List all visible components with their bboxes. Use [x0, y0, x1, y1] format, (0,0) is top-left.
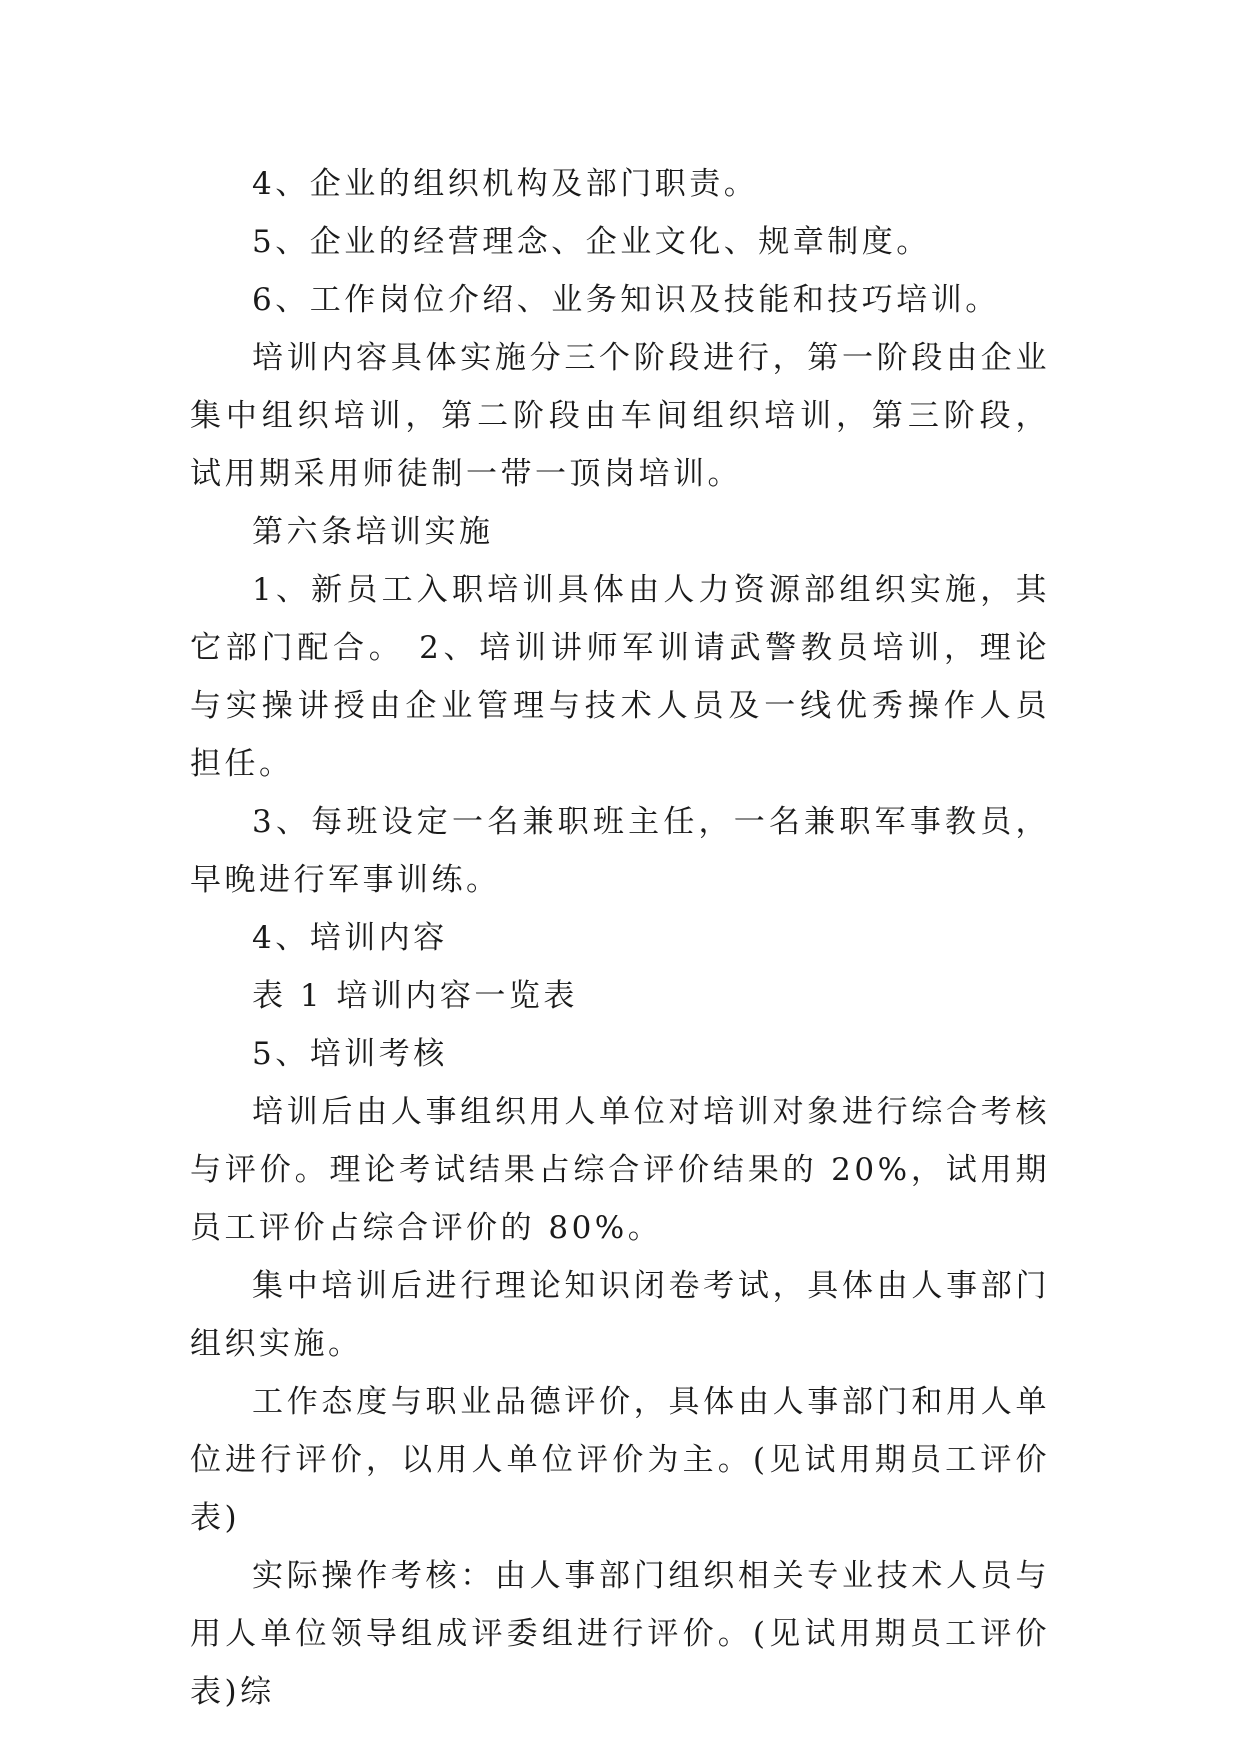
- paragraph-training-content: 4、培训内容: [252, 920, 448, 956]
- paragraph-training-assessment: 5、培训考核: [252, 1036, 448, 1072]
- table-caption: 表 1 培训内容一览表: [252, 978, 578, 1014]
- section-heading-article-6: 第六条培训实施: [252, 514, 494, 550]
- paragraph-implementation-3: 3、每班设定一名兼职班主任，一名兼职军事教员，早晚进行军事训练。: [190, 804, 1050, 898]
- paragraph-training-stages: 培训内容具体实施分三个阶段进行，第一阶段由企业集中组织培训，第二阶段由车间组织培训，第三阶段，试用期采用师徒制一带一顶岗培训。: [190, 340, 1050, 492]
- list-item-job-introduction: 6、工作岗位介绍、业务知识及技能和技巧培训。: [252, 282, 1000, 318]
- paragraph-closed-book-exam: 集中培训后进行理论知识闭卷考试，具体由人事部门组织实施。: [190, 1268, 1050, 1362]
- list-item-org-structure: 4、企业的组织机构及部门职责。: [252, 166, 759, 202]
- paragraph-assessment-weights: 培训后由人事组织用人单位对培训对象进行综合考核与评价。理论考试结果占综合评价结果的 20%，试用期员工评价占综合评价的 80%。: [190, 1094, 1050, 1246]
- paragraph-practical-assessment: 实际操作考核：由人事部门组织相关专业技术人员与用人单位领导组成评委组进行评价。(见试用期员工评价表)综: [190, 1558, 1050, 1710]
- document-body: [190, 155, 1050, 1721]
- list-item-business-philosophy: 5、企业的经营理念、企业文化、规章制度。: [252, 224, 931, 260]
- paragraph-attitude-evaluation: 工作态度与职业品德评价，具体由人事部门和用人单位进行评价，以用人单位评价为主。(见试用期员工评价表): [190, 1384, 1050, 1536]
- paragraph-implementation-1-2: 1、新员工入职培训具体由人力资源部组织实施，其它部门配合。 2、培训讲师军训请武警教员培训，理论与实操讲授由企业管理与技术人员及一线优秀操作人员担任。: [190, 572, 1050, 782]
